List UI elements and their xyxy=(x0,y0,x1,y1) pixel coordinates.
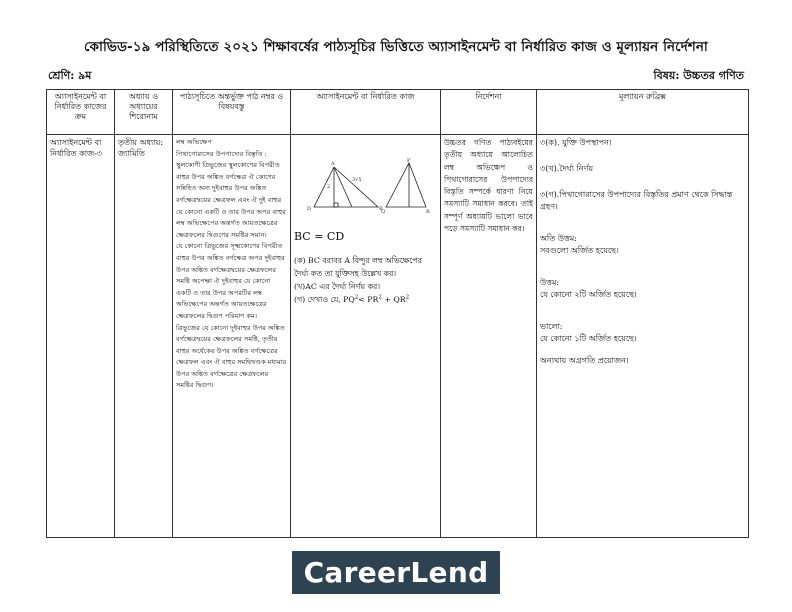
left-triangle xyxy=(314,167,378,207)
rubric-criterion-kha: ৩(খ).দৈর্ঘ্য নির্ণয় xyxy=(540,164,594,173)
header-assignment: অ্যাসাইনমেন্ট বা নির্ধারিত কাজ xyxy=(291,90,441,135)
triangle-figure xyxy=(294,157,434,219)
task-ga-sup-2: 2 xyxy=(378,294,382,301)
class-label: শ্রেণি: ৯ম xyxy=(48,69,92,82)
label-right-left: Q xyxy=(381,209,386,215)
label-left-base: D xyxy=(307,206,312,212)
cell-rubric xyxy=(537,135,749,538)
label-right-top: P xyxy=(407,158,411,164)
cell-chapter xyxy=(115,135,173,538)
label-left-b: B xyxy=(379,206,383,212)
assignment-table xyxy=(46,89,749,538)
label-left-vert: 2 xyxy=(327,184,331,190)
task-ga-sup-3: 2 xyxy=(405,294,410,301)
table-header-row xyxy=(47,90,749,135)
task-ga-plus: + QR xyxy=(381,295,406,305)
label-left-side: 3√5 xyxy=(352,177,362,183)
header-chapter: অধ্যায় ও অধ্যায়ের শিরোনাম xyxy=(115,90,173,135)
rubric-criterion-ka: ৩(ক). যুক্তি উপস্থাপন। xyxy=(540,138,612,147)
cell-assignment xyxy=(291,135,441,538)
header-rubric: মূল্যায়ন রুব্রিক্স xyxy=(537,90,749,135)
subject-label: বিষয়: উচ্চতর গণিত xyxy=(653,69,744,82)
header-assignment-no: অ্যাসাইনমেন্ট বা নির্ধারিত কাজের ক্রম xyxy=(47,90,115,135)
rubric-needs-improvement: অন্যথায় অগ্রগতি প্রয়োজন। xyxy=(540,356,629,365)
content-text: লম্ব অভিক্ষেপ পিথাগোরাসের উপপাদ্যের বিস্তৃতি : স্থুলকোণী ত্রিভুজের স্থুলকোণের বিপরীত বাহুর উপর অঙ্কিত বর্গক্ষেত্র ঐ কোণের সন্নিহিত অন্য দুইবাহুর উপর অঙ্কিত বর্গক্ষেত্রদ্বয়ের ক্ষেত্রফল এবং ঐ দুই বাহুর যে কোনো একটি ও তার উপর অপর বাহুর লম্ব অভিক্ষেপের অন্তর্গত আয়তক্ষেত্রের ক্ষেত্রফলের দ্বিগুণের সমষ্টির সমান। যে কোনো ত্রিভুজের সূক্ষ্মকোণের বিপরীত বাহুর উপর অঙ্কিত বর্গক্ষেত্র অপর দুইবাহুর উপর অঙ্কিত বর্গক্ষেত্রদ্বয়ের ক্ষেত্রফলের সমষ্টি অপেক্ষা ঐ দুইবাহুর যে কোনো একটি ও তার উপর অপরটির লম্ব অভিক্ষেপের অন্তর্গত আয়তক্ষেত্রের ক্ষেত্রফলের দ্বিগুণ পরিমাণ কম। ত্রিভুজের যে কোনো দুইবাহুর উপর অঙ্কিত বর্গক্ষেত্রদ্বয়ের ক্ষেত্রফলের সমষ্টি, তৃতীয় বাহুর অর্ধেকের উপর অঙ্কিত বর্গক্ষেত্রের ক্ষেত্রফল এবং ঐ বাহুর সমদ্বিখণ্ডক মধ্যমার উপর অঙ্কিত বর্গক্ষেত্রের ক্ষেত্রফলের সমষ্টির দ্বিগুণ। xyxy=(176,138,287,390)
assignment-no-text: অ্যাসাইনমেন্ট বা নির্ধারিত কাজ-৩ xyxy=(50,138,103,158)
assignment-equation: BC = CD xyxy=(294,230,345,243)
cell-content xyxy=(173,135,291,538)
task-kha: (খ)AC এর দৈর্ঘ্য নির্ণয় কর। xyxy=(294,282,380,292)
rubric-criterion-ga: ৩(গ).পিথাগোরাসের উপপাদ্যের বিস্তৃতির প্রমাণ থেকে সিদ্ধান্ত গ্রহণ। xyxy=(540,190,733,211)
label-left-top: A xyxy=(331,161,335,167)
task-ga-prefix: (গ) দেখাও যে, PQ xyxy=(294,295,355,305)
task-ga-sup-1: 2 xyxy=(354,294,359,301)
task-ga xyxy=(294,293,437,306)
label-right-right: R xyxy=(426,209,430,215)
cell-assignment-no xyxy=(47,135,115,538)
header-instructions: নির্দেশনা xyxy=(441,90,537,135)
chapter-text: তৃতীয় অধ্যায়: জ্যামিতি xyxy=(118,138,164,158)
rubric-fair-text: যে কোনো ১টি অর্জিত হয়েছে। xyxy=(540,334,637,343)
table-row xyxy=(47,135,749,538)
careerlend-logo: CareerLend xyxy=(292,551,500,594)
task-ka: (ক) BC বরাবর A বিন্দুর লম্ব অভিক্ষেপের দৈর্ঘ্য কত তা যুক্তিসহ উল্লেখ কর। xyxy=(294,256,422,279)
cell-instructions xyxy=(441,135,537,538)
rubric-good-label: উত্তম: xyxy=(540,278,560,287)
instructions-text: উচ্চতর গণিত পাঠ্যবইয়ের তৃতীয় অধ্যায়ে আলোচিত লম্ব অভিক্ষেপ ও পিথাগোরাসের উপপাদ্যের বিস্তৃতি সম্পর্কে ধারণা নিয়ে সমস্যাটি সমাধান করবে। তাই সম্পূর্ণ অধ্যায়টি ভালো ভাবে পড়ে সমস্যাটি সমাধান কর। xyxy=(444,138,533,234)
rubric-fair-label: ভালো: xyxy=(540,322,563,331)
header-content: পাঠ্যসূচিতে অন্তর্ভুক্ত পাঠ নম্বর ও বিষয়বস্তু xyxy=(173,90,291,135)
right-triangle xyxy=(386,163,426,207)
document-title: কোভিড-১৯ পরিস্থিতিতে ২০২১ শিক্ষাবর্ষের পাঠ্যসূচির ভিত্তিতে অ্যাসাইনমেন্ট বা নির্ধারিত কাজ ও মূল্যায়ন নির্দেশনা xyxy=(84,39,708,55)
rubric-good-text: যে কোনো ২টি অর্জিত হয়েছে। xyxy=(540,290,637,299)
rubric-excellent-text: সবগুলো অর্জিত হয়েছে। xyxy=(540,246,619,255)
task-ga-lt: < PR xyxy=(358,295,379,305)
rubric-excellent-label: অতি উত্তম: xyxy=(540,234,577,243)
